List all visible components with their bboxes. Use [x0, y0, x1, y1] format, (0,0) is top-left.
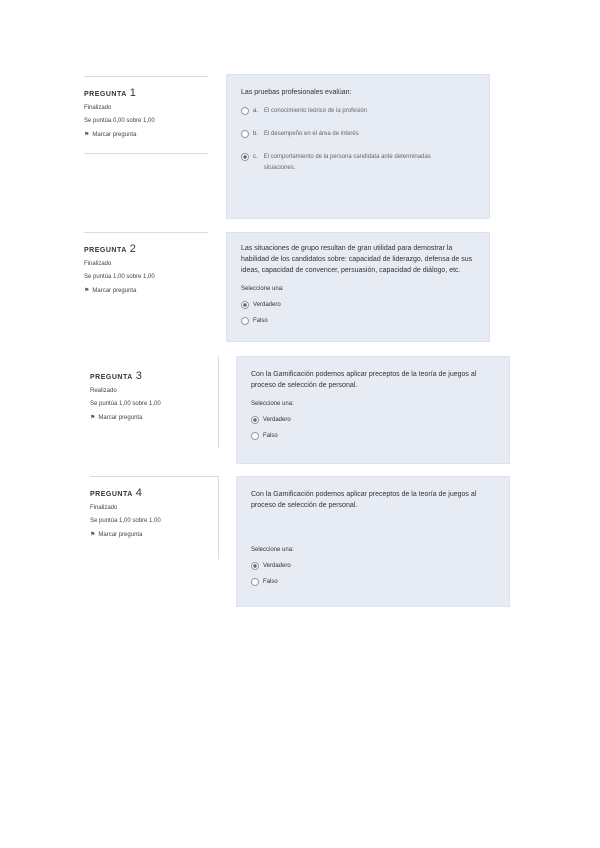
question-info-1 — [84, 76, 208, 154]
question-info-4 — [90, 476, 219, 559]
answer-option-b[interactable]: b. El desempeño en el área de interés — [241, 129, 475, 140]
question-content-2 — [226, 232, 490, 342]
answer-option-true[interactable]: Verdadero — [251, 561, 495, 572]
flag-question-button[interactable]: ⚑ Marcar pregunta — [90, 532, 143, 538]
flag-question-button[interactable]: ⚑ Marcar pregunta — [84, 288, 137, 294]
select-prompt: Seleccione una: — [251, 547, 294, 553]
answer-option-c[interactable]: c. El comportamiento de la persona candidata ante determinadas situaciones. — [241, 152, 475, 174]
question-label: PREGUNTA 2 — [84, 243, 137, 255]
radio-button[interactable] — [241, 301, 249, 309]
flag-question-button[interactable]: ⚑ Marcar pregunta — [84, 132, 137, 138]
question-info-3 — [90, 356, 219, 448]
radio-button[interactable] — [251, 578, 259, 586]
radio-button[interactable] — [241, 153, 249, 161]
answer-option-true[interactable]: Verdadero — [241, 300, 475, 311]
question-content-1 — [226, 74, 490, 219]
answer-option-false[interactable]: Falso — [241, 316, 475, 327]
question-text: Con la Gamificación podemos aplicar preceptos de la teoría de juegos al proceso de selección de personal. — [251, 491, 477, 509]
select-prompt: Seleccione una: — [251, 401, 294, 407]
flag-icon: ⚑ — [90, 532, 96, 538]
flag-question-button[interactable]: ⚑ Marcar pregunta — [90, 415, 143, 421]
flag-icon: ⚑ — [90, 415, 96, 421]
question-score: Se puntúa 1,00 sobre 1,00 — [84, 274, 155, 280]
question-status: Finalizado — [84, 261, 112, 267]
answer-option-a[interactable]: a. El conocimiento teórico de la profesión — [241, 106, 475, 117]
question-text: Las pruebas profesionales evalúan: — [241, 89, 352, 96]
answer-option-false[interactable]: Falso — [251, 577, 495, 588]
question-content-3 — [236, 356, 510, 464]
question-content-4 — [236, 476, 510, 607]
question-label: PREGUNTA 4 — [90, 487, 143, 499]
question-score: Se puntúa 1,00 sobre 1,00 — [90, 518, 161, 524]
radio-button[interactable] — [251, 416, 259, 424]
flag-icon: ⚑ — [84, 132, 90, 138]
answer-option-false[interactable]: Falso — [251, 431, 495, 442]
question-status: Realizado — [90, 388, 117, 394]
question-label: PREGUNTA 3 — [90, 370, 143, 382]
question-score: Se puntúa 1,00 sobre 1,00 — [90, 401, 161, 407]
question-text: Las situaciones de grupo resultan de gran utilidad para demostrar la habilidad de los candidatos sobre: capacidad de liderazgo, defensa de sus ideas, capacidad de convencer, persuasión, capacidad de diálogo, etc. — [241, 245, 473, 274]
question-score: Se puntúa 0,00 sobre 1,00 — [84, 118, 155, 124]
question-status: Finalizado — [90, 505, 118, 511]
radio-button[interactable] — [241, 107, 249, 115]
radio-button[interactable] — [241, 130, 249, 138]
flag-icon: ⚑ — [84, 288, 90, 294]
question-text: Con la Gamificación podemos aplicar preceptos de la teoría de juegos al proceso de selección de personal. — [251, 371, 477, 389]
radio-button[interactable] — [241, 317, 249, 325]
question-label: PREGUNTA 1 — [84, 87, 137, 99]
select-prompt: Seleccione una: — [241, 286, 284, 292]
radio-button[interactable] — [251, 562, 259, 570]
radio-button[interactable] — [251, 432, 259, 440]
question-status: Finalizado — [84, 105, 112, 111]
question-info-2 — [84, 232, 208, 313]
answer-option-true[interactable]: Verdadero — [251, 415, 495, 426]
